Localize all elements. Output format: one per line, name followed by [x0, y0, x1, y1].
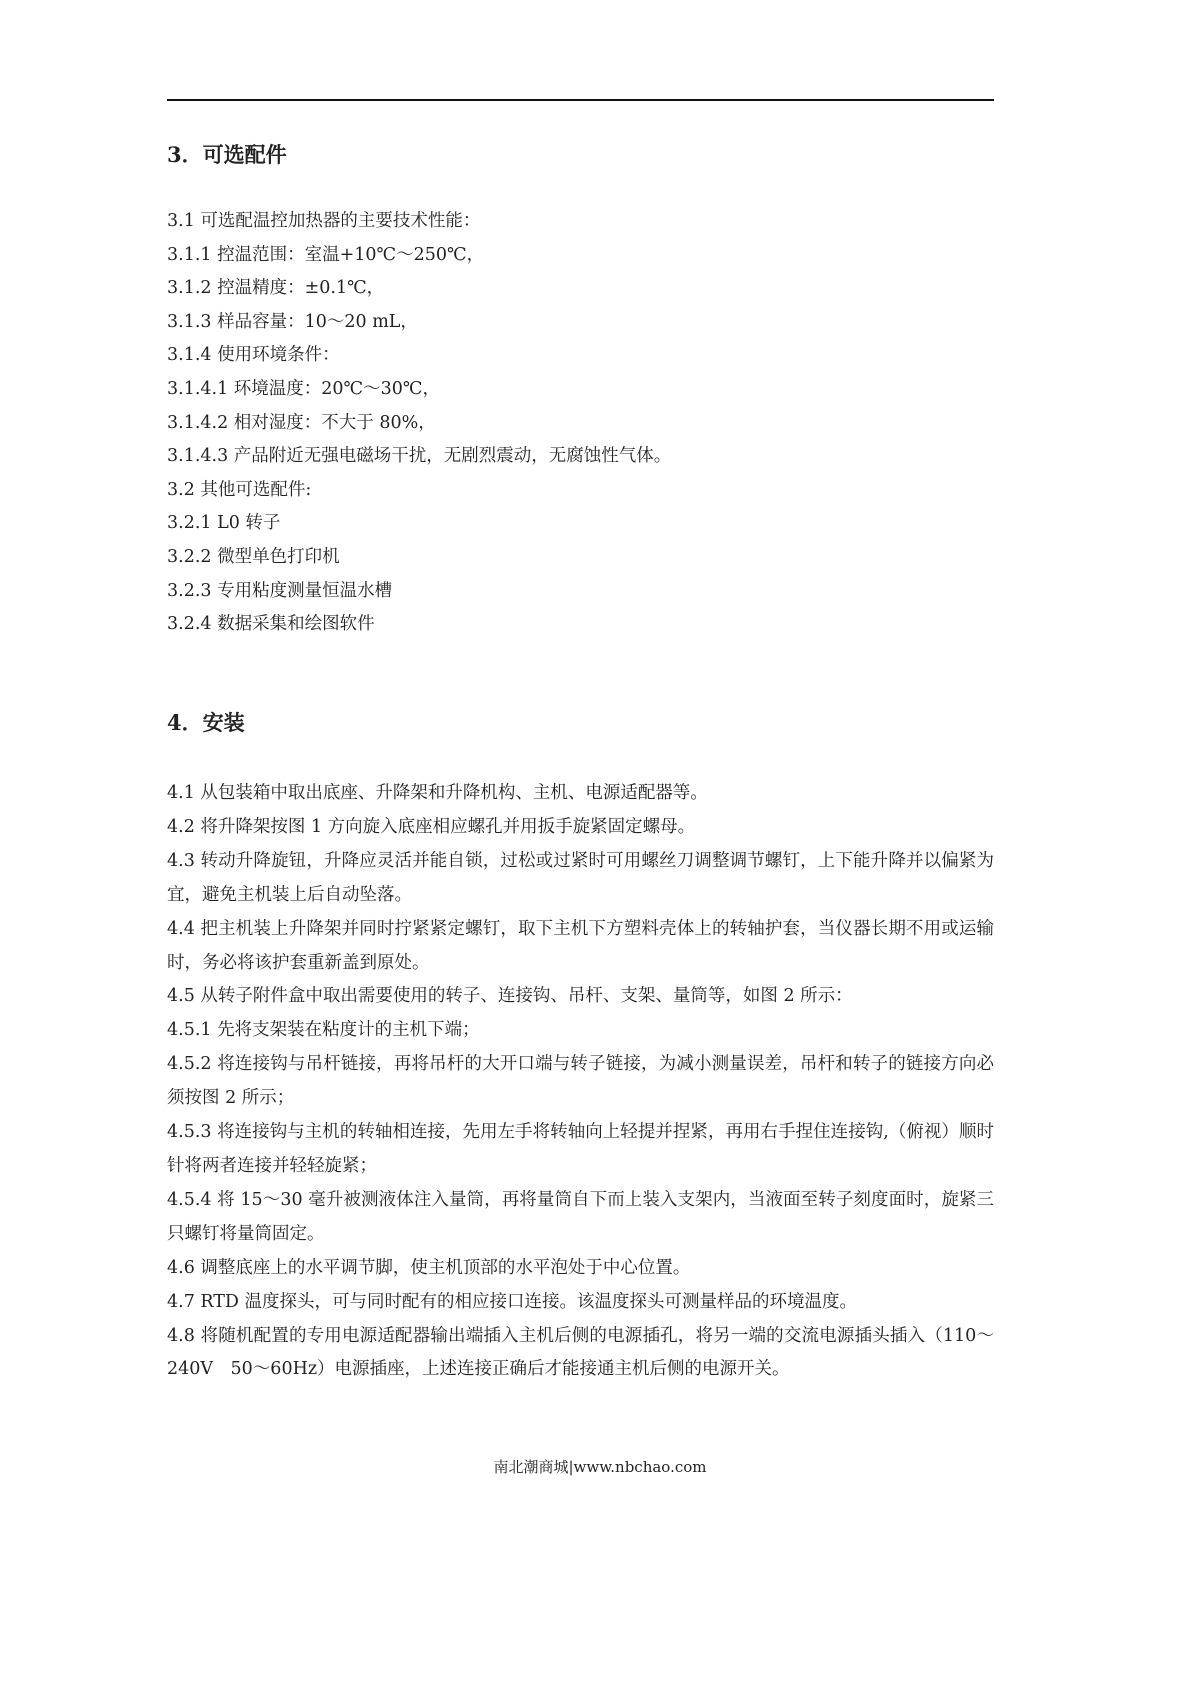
paragraph: 4.7 RTD 温度探头，可与同时配有的相应接口连接。该温度探头可测量样品的环境温度。 [167, 1291, 858, 1312]
paragraph: 4.5.1 先将支架装在粘度计的主机下端； [167, 1020, 480, 1041]
paragraph: 3.1.4.1 环境温度：20℃～30℃， [167, 378, 440, 399]
paragraph: 3.1.1 控温范围：室温+10℃～250℃， [167, 244, 485, 265]
paragraph: 4.4 把主机装上升降架并同时拧紧紧定螺钉，取下主机下方塑料壳体上的转轴护套，当仪器长期不用或运输时，务必将该护套重新盖到原处。 [167, 918, 994, 973]
paragraph: 4.6 调整底座上的水平调节脚，使主机顶部的水平泡处于中心位置。 [167, 1257, 691, 1278]
paragraph: 3.1 可选配温控加热器的主要技术性能： [167, 211, 481, 231]
paragraph: 3.2.3 专用粘度测量恒温水槽 [167, 580, 393, 601]
header-rule [167, 99, 994, 101]
paragraph: 3.1.4.3 产品附近无强电磁场干扰，无剧烈震动，无腐蚀性气体。 [167, 446, 672, 467]
section-4-body [167, 777, 994, 1387]
paragraph: 3.2.4 数据采集和绘图软件 [167, 614, 375, 635]
paragraph: 3.1.3 样品容量：10～20 mL， [167, 311, 418, 332]
section-3-body [167, 205, 994, 642]
paragraph: 4.8 将随机配置的专用电源适配器输出端插入主机后侧的电源插孔，将另一端的交流电源插头插入（110～240V 50～60Hz）电源插座，上述连接正确后才能接通主机后侧的电源开关。 [167, 1325, 994, 1380]
paragraph: 3.1.4 使用环境条件： [167, 345, 340, 366]
paragraph: 3.1.4.2 相对湿度：不大于 80%， [167, 412, 436, 433]
paragraph: 4.5 从转子附件盒中取出需要使用的转子、连接钩、吊杆、支架、量筒等，如图 2 所示： [167, 986, 853, 1007]
paragraph: 4.1 从包装箱中取出底座、升降架和升降机构、主机、电源适配器等。 [167, 783, 708, 803]
paragraph: 4.2 将升降架按图 1 方向旋入底座相应螺孔并用扳手旋紧固定螺母。 [167, 816, 696, 837]
paragraph: 4.5.4 将 15～30 毫升被测液体注入量筒，再将量筒自下而上装入支架内，当液面至转子刻度面时，旋紧三只螺钉将量筒固定。 [167, 1189, 994, 1244]
paragraph: 4.5.3 将连接钩与主机的转轴相连接，先用左手将转轴向上轻提并捏紧，再用右手捏住连接钩,（俯视）顺时针将两者连接并轻轻旋紧； [167, 1122, 994, 1176]
paragraph: 3.2.2 微型单色打印机 [167, 546, 340, 567]
paragraph: 3.2 其他可选配件: [167, 479, 312, 500]
paragraph: 4.3 转动升降旋钮，升降应灵活并能自锁，过松或过紧时可用螺丝刀调整调节螺钉，上下能升降并以偏紧为宜，避免主机装上后自动坠落。 [167, 850, 994, 905]
paragraph: 4.5.2 将连接钩与吊杆链接，再将吊杆的大开口端与转子链接，为减小测量误差，吊杆和转子的链接方向必须按图 2 所示； [167, 1054, 994, 1109]
page-footer: 南北潮商城|www.nbchao.com [493, 1458, 707, 1476]
paragraph: 3.2.1 L0 转子 [167, 513, 281, 534]
section-4-heading: 4．安装 [167, 710, 245, 735]
section-3-heading: 3．可选配件 [167, 142, 287, 167]
paragraph: 3.1.2 控温精度：±0.1℃， [167, 278, 385, 299]
